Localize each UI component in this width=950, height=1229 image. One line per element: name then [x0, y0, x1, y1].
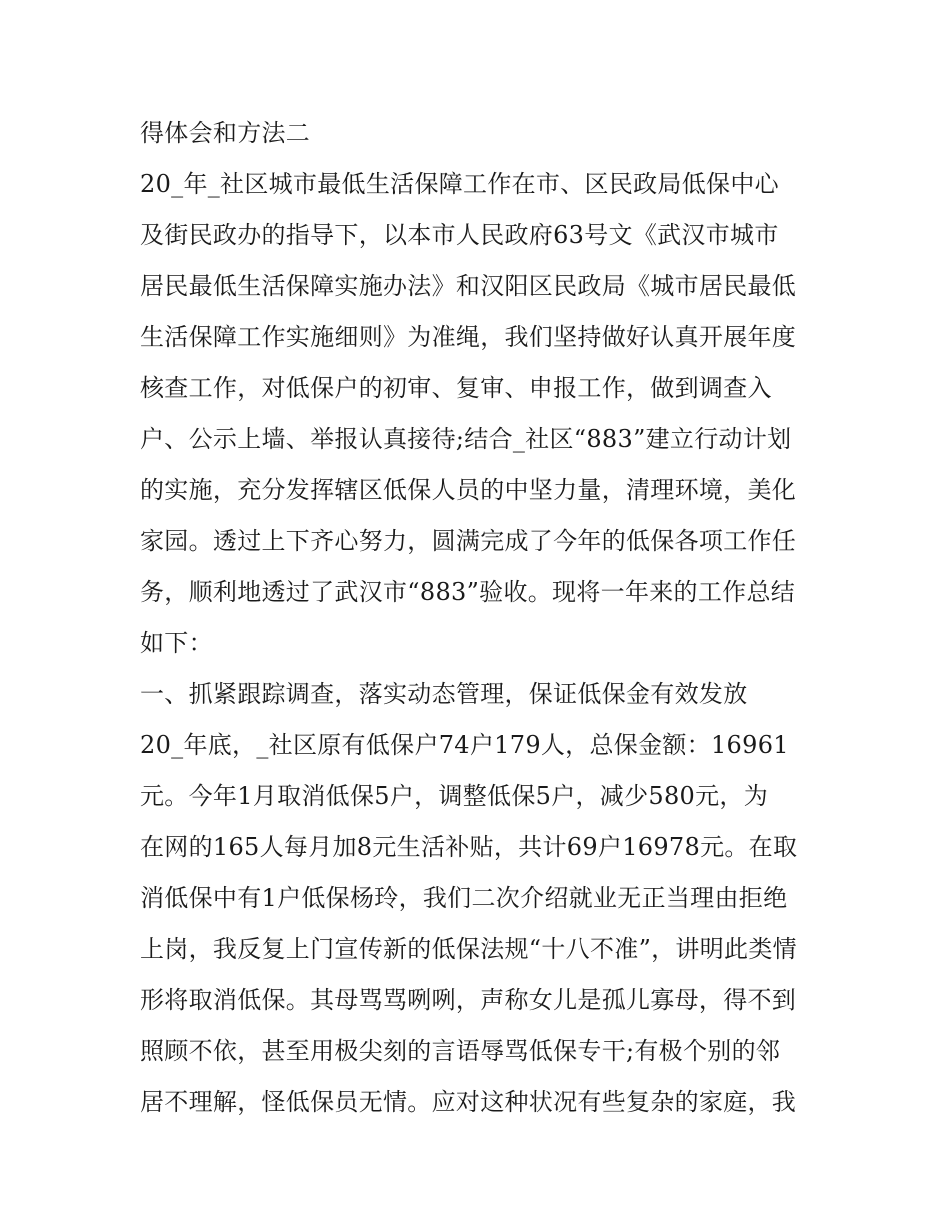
paragraph-line: 上岗，我反复上门宣传新的低保法规“十八不准”，讲明此类情 — [140, 935, 797, 963]
paragraph-line: 的实施，充分发挥辖区低保人员的中坚力量，清理环境，美化 — [140, 476, 797, 504]
paragraph-line: 家园。透过上下齐心努力，圆满完成了今年的低保各项工作任 — [140, 527, 797, 555]
paragraph-line: 形将取消低保。其母骂骂咧咧，声称女儿是孤儿寡母，得不到 — [140, 986, 797, 1014]
paragraph-line: 照顾不依，甚至用极尖刻的言语辱骂低保专干;有极个别的邻 — [140, 1037, 781, 1065]
paragraph-line: 居民最低生活保障实施办法》和汉阳区民政局《城市居民最低 — [140, 272, 797, 300]
paragraph-line: 20_年_社区城市最低生活保障工作在市、区民政局低保中心 — [140, 170, 779, 198]
paragraph-line: 消低保中有1户低保杨玲，我们二次介绍就业无正当理由拒绝 — [140, 884, 788, 912]
paragraph-line: 元。今年1月取消低保5户，调整低保5户，减少580元，为 — [140, 782, 769, 810]
paragraph-line: 户、公示上墙、举报认真接待;结合_社区“883”建立行动计划 — [140, 425, 792, 453]
paragraph-line: 核查工作，对低保户的初审、复审、申报工作，做到调查入 — [140, 374, 772, 402]
paragraph-line: 务，顺利地透过了武汉市“883”验收。现将一年来的工作总结 — [140, 578, 796, 606]
paragraph-line: 居不理解，怪低保员无情。应对这种状况有些复杂的家庭，我 — [140, 1088, 797, 1116]
paragraph-line: 在网的165人每月加8元生活补贴，共计69户16978元。在取 — [140, 833, 798, 861]
document-page — [140, 108, 820, 1128]
section-heading-fragment: 得体会和方法二 — [140, 119, 311, 147]
paragraph-line: 生活保障工作实施细则》为准绳，我们坚持做好认真开展年度 — [140, 323, 797, 351]
paragraph-line: 20_年底，_社区原有低保户74户179人，总保金额：16961 — [140, 731, 789, 759]
paragraph-line: 及街民政办的指导下，以本市人民政府63号文《武汉市城市 — [140, 221, 779, 249]
paragraph-line: 如下： — [140, 629, 213, 657]
section-heading: 一、抓紧跟踪调查，落实动态管理，保证低保金有效发放 — [140, 680, 748, 708]
